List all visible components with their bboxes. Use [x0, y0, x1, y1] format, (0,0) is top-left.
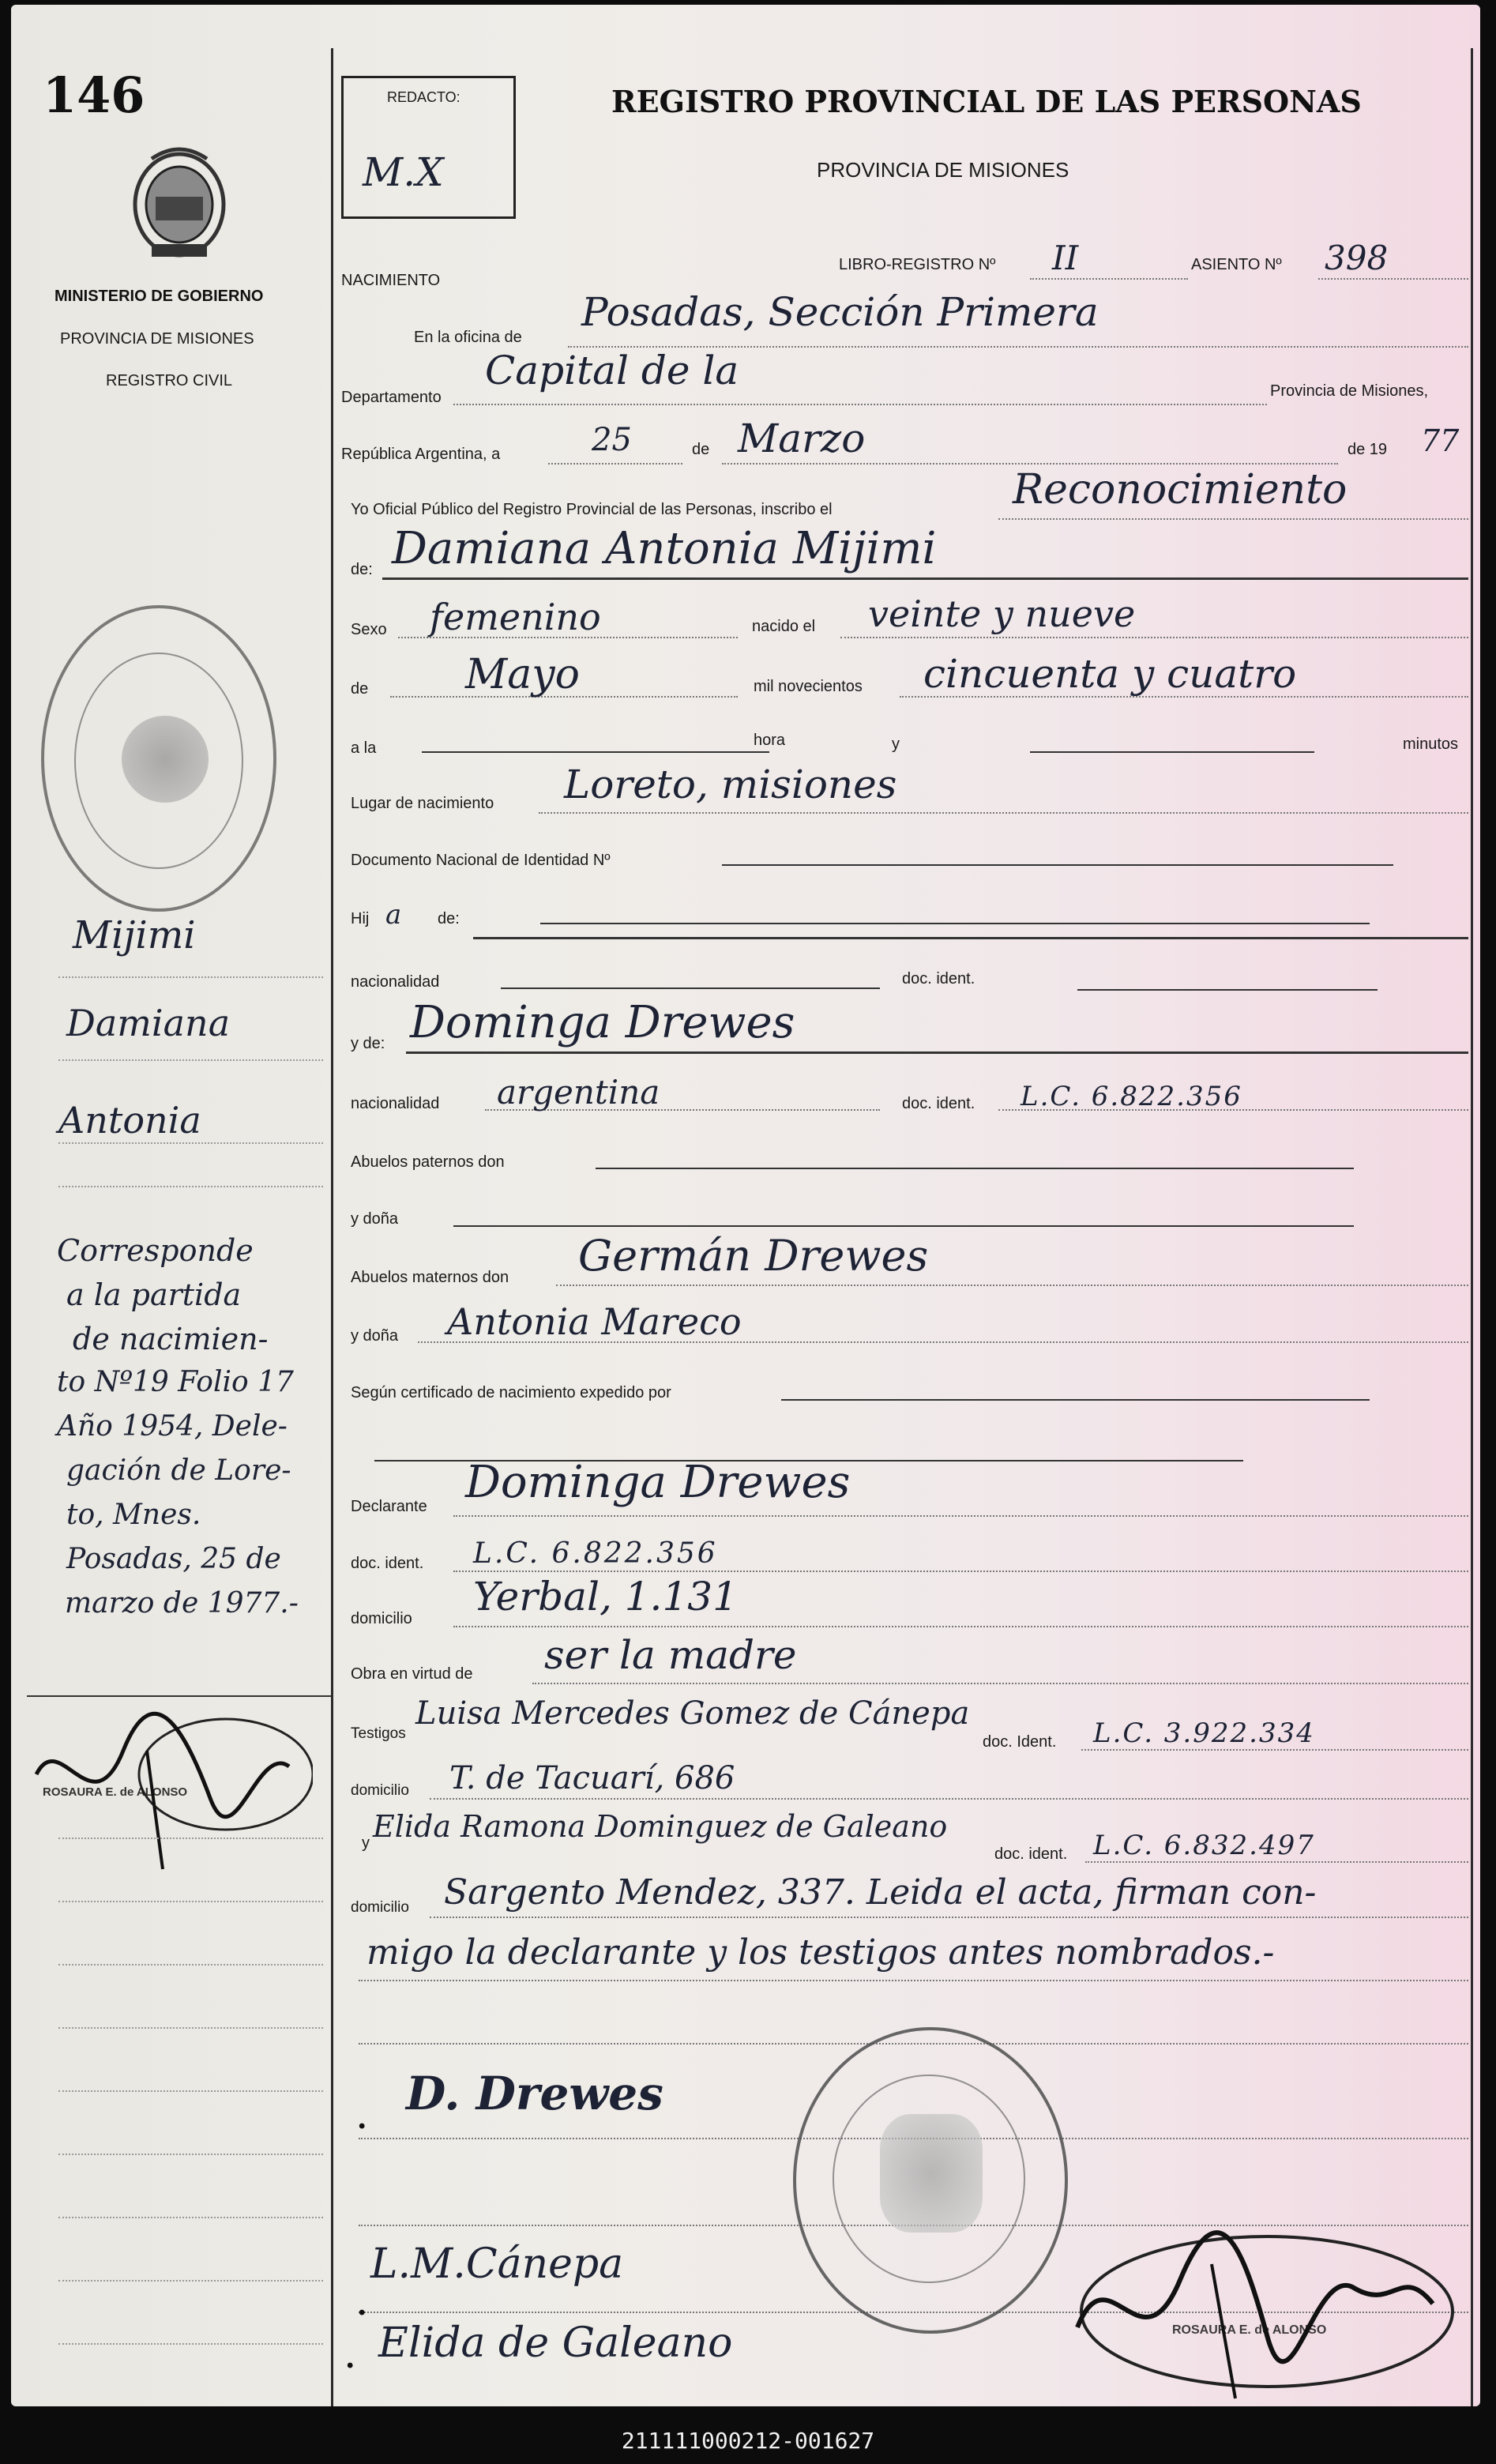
margin-divider: [331, 48, 333, 2406]
signature-bullet: •: [359, 2116, 366, 2137]
nacido-value: veinte y nueve: [868, 592, 1136, 635]
decl-doc-label: doc. ident.: [351, 1555, 424, 1572]
right-border: [1471, 48, 1473, 2406]
margin-rule: [58, 976, 323, 978]
mil-label: mil novecientos: [754, 678, 863, 695]
oficial-label: Yo Oficial Público del Registro Provincial de las Personas, inscribo el: [351, 501, 833, 518]
certificate-page: [11, 5, 1480, 2406]
abuelos-m-dona-value: Antonia Mareco: [447, 1300, 742, 1343]
margin-rule: [58, 2154, 323, 2155]
mil-value: cincuenta y cuatro: [923, 651, 1297, 697]
nacido-dotted-line: [840, 637, 1468, 638]
lugar-label: Lugar de nacimiento: [351, 795, 494, 812]
official-stamp-emblem-icon: [880, 2114, 983, 2233]
de-name-underline: [382, 577, 1468, 580]
decl-dom-dotted-line: [453, 1626, 1468, 1627]
signature-bullet: •: [347, 2355, 354, 2376]
hora-line-2: [1030, 751, 1314, 753]
margin-note-line: gación de Lore-: [66, 1454, 291, 1487]
departamento-suffix: Provincia de Misiones,: [1270, 382, 1429, 400]
testigo2-doc-dotted-line: [1085, 1861, 1468, 1863]
registry-label: REGISTRO CIVIL: [106, 372, 233, 389]
margin-name1: Damiana: [66, 1002, 231, 1044]
margin-note-line: to, Mnes.: [66, 1499, 201, 1531]
date-year-label: de 19: [1348, 441, 1388, 458]
date-month-value: Marzo: [738, 416, 866, 461]
testigo1-dom-value: T. de Tacuarí, 686: [449, 1760, 735, 1796]
hora-line-1: [422, 751, 769, 753]
libro-dotted-line: [1030, 278, 1188, 280]
obra-label: Obra en virtud de: [351, 1665, 473, 1683]
certificado-label: Según certificado de nacimiento expedido por: [351, 1384, 671, 1401]
hijo-de-label: de:: [438, 910, 460, 927]
testigo2-dom-value: Sargento Mendez, 337. Leida el acta, firman con-: [444, 1872, 1317, 1913]
nac2-doc-label: doc. ident.: [902, 1095, 975, 1112]
margin-note-line: Posadas, 25 de: [66, 1543, 281, 1575]
abuelos-p-dona-line: [453, 1225, 1354, 1227]
margin-note: [57, 1233, 329, 1631]
testigo1-doc-value: L.C. 3.922.334: [1093, 1717, 1315, 1749]
redacto-value: M.X: [363, 149, 444, 195]
de-name-value: Damiana Antonia Mijimi: [392, 523, 937, 574]
abuelos-m-dotted-line: [556, 1285, 1468, 1286]
madre-label: y de:: [351, 1035, 385, 1052]
redacto-box: [341, 76, 516, 219]
closing-dotted-line: [359, 1980, 1468, 1981]
margin-note-line: a la partida: [66, 1277, 242, 1312]
signature-testigo2: Elida de Galeano: [378, 2319, 733, 2367]
nacionalidad2-label: nacionalidad: [351, 1095, 440, 1112]
hijo-line: [540, 923, 1370, 924]
testigo1-value: Luisa Mercedes Gomez de Cánepa: [415, 1695, 970, 1732]
coat-of-arms-icon: [128, 143, 231, 261]
abuelos-p-dona-label: y doña: [351, 1210, 399, 1228]
obra-dotted-line: [532, 1683, 1468, 1684]
margin-note-line: Corresponde: [57, 1233, 254, 1268]
hijo-suffix: a: [385, 899, 402, 931]
testigo1-doc-label: doc. Ident.: [983, 1733, 1057, 1751]
oficial-stamp-text: ROSAURA E. de ALONSO: [1172, 2323, 1327, 2337]
testigo1-dom-dotted-line: [430, 1798, 1468, 1800]
signature-declarante: D. Drewes: [406, 2067, 663, 2120]
signature-bullet: •: [359, 2302, 366, 2323]
province-label: PROVINCIA DE MISIONES: [60, 330, 254, 348]
margin-rule: [58, 1059, 323, 1061]
mes-label: de: [351, 680, 369, 698]
madre-underline: [406, 1051, 1468, 1054]
asiento-dotted-line: [1318, 278, 1468, 280]
margin-note-line: marzo de 1977.-: [65, 1587, 299, 1619]
nac2-doc-value: L.C. 6.822.356: [1021, 1081, 1242, 1112]
nac1-doc-line: [1077, 989, 1378, 991]
document-subtitle: PROVINCIA DE MISIONES: [817, 158, 1069, 182]
decl-doc-dotted-line: [453, 1571, 1468, 1572]
testigo2-prefix: y: [362, 1834, 370, 1852]
sexo-label: Sexo: [351, 621, 387, 638]
departamento-dotted-line: [453, 404, 1267, 405]
dni-label: Documento Nacional de Identidad Nº: [351, 852, 611, 869]
ministry-label: MINISTERIO DE GOBIERNO: [55, 288, 264, 305]
testigo2-value: Elida Ramona Dominguez de Galeano: [373, 1809, 948, 1844]
lugar-dotted-line: [539, 812, 1468, 814]
sexo-value: femenino: [430, 596, 601, 638]
office-value: Posadas, Sección Primera: [581, 289, 1099, 335]
date-day-dotted-line: [548, 463, 682, 465]
closing-text: migo la declarante y los testigos antes nombrados.-: [366, 1932, 1275, 1973]
testigo2-doc-value: L.C. 6.832.497: [1093, 1830, 1315, 1861]
margin-rule: [58, 1142, 323, 1144]
libro-label: LIBRO-REGISTRO Nº: [839, 256, 996, 273]
minutos-label: minutos: [1403, 735, 1459, 753]
date-de-label: de: [692, 441, 710, 458]
margin-note-line: de nacimien-: [73, 1322, 269, 1356]
margin-rule: [58, 2027, 323, 2029]
declarante-dotted-line: [453, 1515, 1468, 1517]
margin-surname: Mijimi: [73, 913, 196, 957]
departamento-label: Departamento: [341, 389, 442, 406]
margin-rule: [58, 2217, 323, 2218]
nacionalidad1-label: nacionalidad: [351, 973, 440, 991]
asiento-value: 398: [1325, 239, 1389, 277]
dni-line: [722, 864, 1393, 866]
document-title: REGISTRO PROVINCIAL DE LAS PERSONAS: [611, 84, 1362, 119]
redacto-label: REDACTO:: [387, 89, 460, 105]
testigo2-dom-label: domicilio: [351, 1899, 409, 1916]
testigos-label: Testigos: [351, 1725, 406, 1742]
hora-a-label: a la: [351, 739, 377, 757]
page-number: 146: [43, 66, 145, 124]
nac1-line: [501, 987, 880, 989]
testigo2-doc-label: doc. ident.: [994, 1845, 1068, 1863]
obra-value: ser la madre: [544, 1632, 797, 1678]
decl-dom-label: domicilio: [351, 1610, 412, 1627]
abuelos-paternos-label: Abuelos paternos don: [351, 1153, 505, 1171]
nac2-value: argentina: [497, 1073, 660, 1112]
office-label: En la oficina de: [414, 329, 522, 346]
margin-rule: [58, 2280, 323, 2282]
margin-rule: [58, 1964, 323, 1966]
testigo1-dom-label: domicilio: [351, 1782, 409, 1799]
date-month-dotted-line: [722, 463, 1338, 465]
margin-note-line: to Nº19 Folio 17: [57, 1366, 294, 1398]
abuelos-maternos-label: Abuelos maternos don: [351, 1269, 509, 1286]
margin-signature-rule: [27, 1695, 331, 1697]
margin-rule: [58, 2343, 323, 2345]
madre-value: Dominga Drewes: [410, 997, 795, 1048]
act-type: NACIMIENTO: [341, 272, 441, 289]
hora-label: hora: [754, 732, 786, 749]
margin-rule: [58, 1186, 323, 1187]
testigo2-dom-dotted-line: [430, 1917, 1468, 1918]
footer-document-id: 211111000212-001627: [621, 2428, 875, 2454]
margin-rule: [58, 1901, 323, 1902]
lugar-value: Loreto, misiones: [564, 762, 897, 807]
margin-note-line: Año 1954, Dele-: [57, 1410, 288, 1443]
certificado-line: [781, 1399, 1370, 1401]
oficial-signature-icon: [1054, 2217, 1464, 2406]
libro-value: II: [1052, 239, 1079, 277]
margin-name2: Antonia: [58, 1099, 201, 1142]
margin-rule: [58, 1838, 323, 1839]
hora-y-label: y: [892, 735, 900, 753]
abuelos-p-line: [596, 1168, 1354, 1169]
oficial-value: Reconocimiento: [1013, 466, 1348, 513]
oficial-dotted-line: [998, 518, 1468, 520]
republica-label: República Argentina, a: [341, 446, 501, 463]
decl-dom-value: Yerbal, 1.131: [473, 1574, 738, 1619]
decl-doc-value: L.C. 6.822.356: [473, 1537, 718, 1570]
departamento-value: Capital de la: [485, 348, 739, 393]
hijo-label: Hij: [351, 910, 370, 927]
testigo1-doc-dotted-line: [1081, 1749, 1468, 1751]
de-label: de:: [351, 561, 373, 578]
nac1-doc-label: doc. ident.: [902, 970, 975, 987]
nacido-label: nacido el: [752, 618, 816, 635]
date-year-value: 77: [1421, 423, 1460, 458]
margin-stamp-text: ROSAURA E. de ALONSO: [43, 1785, 188, 1799]
abuelos-m-value: Germán Drewes: [578, 1231, 929, 1281]
abuelos-m-dona-label: y doña: [351, 1327, 399, 1345]
margin-rule: [58, 2090, 323, 2092]
stamp-portrait-icon: [122, 716, 209, 803]
hijo-rule: [473, 937, 1468, 939]
mes-value: Mayo: [465, 651, 580, 698]
declarante-value: Dominga Drewes: [465, 1457, 851, 1508]
asiento-label: ASIENTO Nº: [1191, 256, 1282, 273]
declarante-label: Declarante: [351, 1498, 427, 1515]
signature-testigo1: L.M.Cánepa: [370, 2240, 624, 2288]
date-day-value: 25: [592, 422, 632, 458]
